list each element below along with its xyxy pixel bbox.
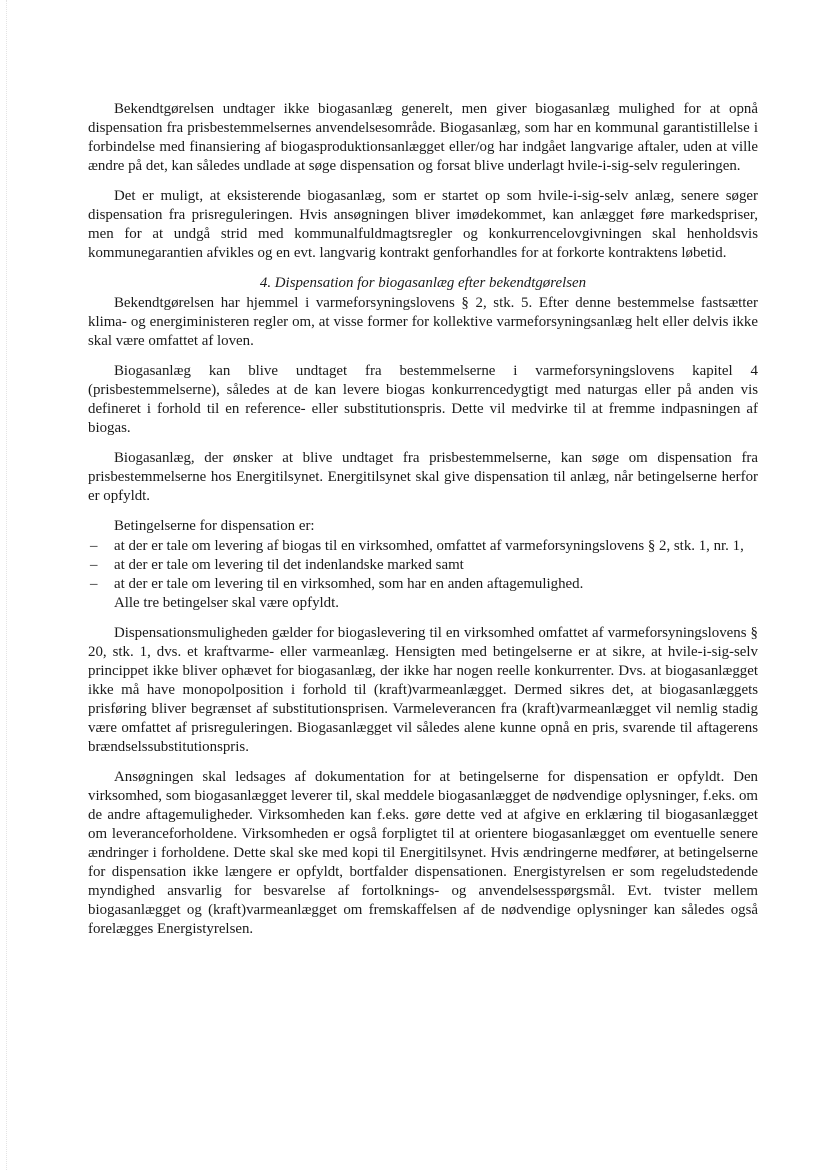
paragraph-closing-2: Ansøgningen skal ledsages af dokumentation for at betingelserne for dispensation er opfyldt. Den virksomhed, som biogasanlægget leverer til, skal meddele biogasanlægget de nødvendige oplysninger, f.eks. om de andre aftagemuligheder. Virksomheden kan f.eks. gøre dette ved at afgive en erklæring til biogasanlægget om leveranceforholdene. Virksomheden er også forpligtet til at orientere biogasanlægget om eventuelle senere ændringer i forholdene. Dette skal ske med kopi til Energitilsynet. Hvis ændringerne medfører, at betingelserne for dispensation ikke længere er opfyldt, bortfalder dispensationen. Energistyrelsen er som regeludstedende myndighed ansvarlig for besvarelse af fortolknings- og anvendelsesspørgsmål. Evt. tvister mellem biogasanlægget og (kraft)varmeanlægget om fremskaffelsen af de nødvendige oplysninger kan således også forelægges Energistyrelsen. xyxy=(88,769,758,937)
condition-item: – at der er tale om levering af biogas til en virksomhed, omfattet af varmeforsyningslovens § 2, stk. 1, nr. 1, xyxy=(88,537,758,556)
paragraph-section-2: Biogasanlæg kan blive undtaget fra bestemmelserne i varmeforsyningslovens kapitel 4 (prisbestemmelserne), således at de kan levere biogas konkurrencedygtigt med naturgas eller på anden vis defineret i forhold til en reference- eller substitutionspris. Dette vil medvirke til at fremme indpasningen af biogas. xyxy=(88,363,758,436)
conditions-outro: Alle tre betingelser skal være opfyldt. xyxy=(114,595,339,611)
paragraph-intro-1: Bekendtgørelsen undtager ikke biogasanlæg generelt, men giver biogasanlæg mulighed for at opnå dispensation fra prisbestemmelsernes anvendelsesområde. Biogasanlæg, som har en kommunal garantistillelse i forbindelse med finansiering af biogasproduktionsanlægget eller/og har indgået langvarige aftaler, uden at ville ændre på det, kan således undlade at søge dispensation og forsat blive underlagt hvile-i-sig-selv reguleringen. xyxy=(88,101,758,174)
conditions-intro: Betingelserne for dispensation er: xyxy=(114,518,315,534)
conditions-list xyxy=(88,537,758,594)
document-page xyxy=(88,100,758,950)
condition-item: – at der er tale om levering til en virksomhed, som har en anden aftagemulighed. xyxy=(88,575,758,594)
condition-item: – at der er tale om levering til det indenlandske marked samt xyxy=(88,556,758,575)
section-heading: 4. Dispensation for biogasanlæg efter bekendtgørelsen xyxy=(259,275,587,291)
paragraph-closing-1: Dispensationsmuligheden gælder for biogaslevering til en virksomhed omfattet af varmeforsyningslovens § 20, stk. 1, dvs. et kraftvarme- eller varmeanlæg. Hensigten med betingelserne er at sikre, at hvile-i-sig-selv princippet ikke bliver ophævet for biogasanlæg, der ikke har nogen reelle konkurrenter. Dvs. at biogasanlægget ikke må have monopolposition i forhold til (kraft)varmeanlægget. Dermed sikres det, at biogasanlæggets prisføring bliver begrænset af substitutionsprisen. Varmeleverancen fra (kraft)varmeanlægget vil nemlig stadig være omfattet af prisreguleringen. Biogasanlægget vil således alene kunne opnå en pris, svarende til aftagerens brændselssubstitutionspris. xyxy=(88,625,758,755)
paragraph-section-3: Biogasanlæg, der ønsker at blive undtaget fra prisbestemmelserne, kan søge om dispensation fra prisbestemmelserne hos Energitilsynet. Energitilsynet skal give dispensation til anlæg, når betingelserne herfor er opfyldt. xyxy=(88,450,758,504)
page-edge-rule xyxy=(6,0,7,1170)
paragraph-intro-2: Det er muligt, at eksisterende biogasanlæg, som er startet op som hvile-i-sig-selv anlæg, senere søger dispensation fra prisreguleringen. Hvis ansøgningen bliver imødekommet, kan anlægget føre markedspriser, men for at undgå strid med kommunalfuldmagtsregler og konkurrencelovgivningen skal henholdsvis kommunegarantien afvikles og en evt. langvarig kontrakt genforhandles for at forkorte kontraktens løbetid. xyxy=(88,188,758,261)
paragraph-section-1: Bekendtgørelsen har hjemmel i varmeforsyningslovens § 2, stk. 5. Efter denne bestemmelse fastsætter klima- og energiministeren regler om, at visse former for kollektive varmeforsyningsanlæg helt eller delvis ikke skal være omfattet af loven. xyxy=(88,295,758,349)
